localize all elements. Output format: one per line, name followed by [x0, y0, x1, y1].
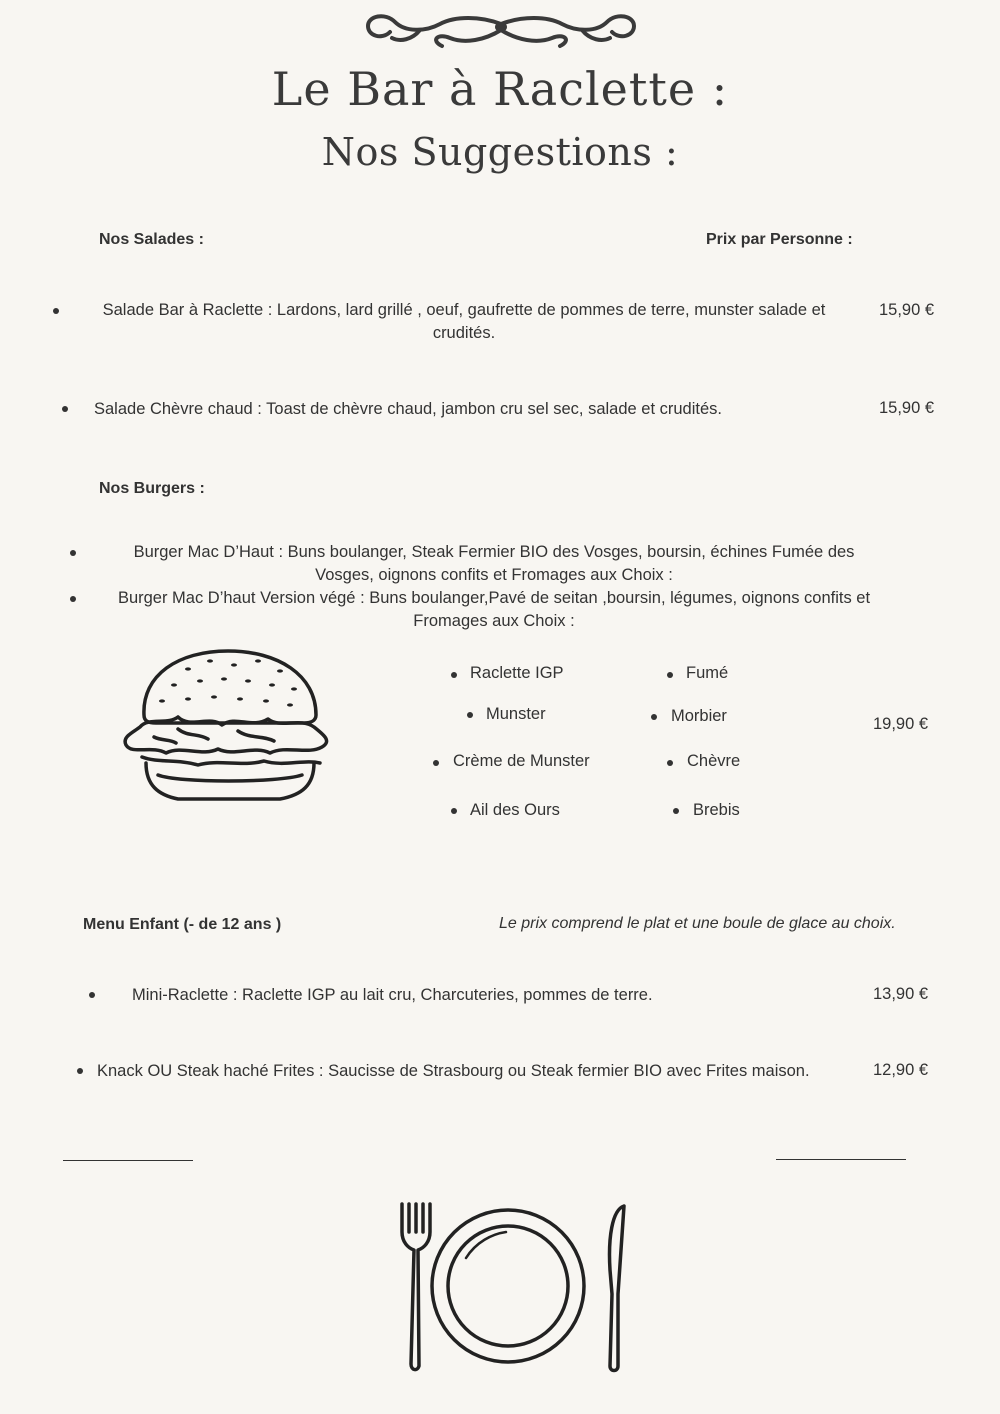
bullet	[651, 714, 657, 720]
kids-heading: Menu Enfant (- de 12 ans )	[83, 916, 282, 933]
cheese-option: Crème de Munster	[453, 752, 590, 770]
item-text: Burger Mac D’haut Version végé : Buns boulanger,Pavé de seitan ,boursin, légumes, oignons confits et	[117, 589, 871, 607]
cheese-option: Ail des Ours	[470, 801, 560, 819]
item-text: Salade Bar à Raclette : Lardons, lard grillé , oeuf, gaufrette de pommes de terre, munster salade et	[102, 301, 826, 319]
page-title: Le Bar à Raclette :	[271, 62, 729, 116]
cheese-option: Munster	[486, 705, 546, 723]
cheese-option: Morbier	[671, 707, 727, 725]
bullet	[433, 760, 439, 766]
kids-note: Le prix comprend le plat et une boule de glace au choix.	[499, 915, 896, 932]
bullet	[53, 308, 59, 314]
bullet	[89, 992, 95, 998]
page-subtitle: Nos Suggestions :	[321, 130, 679, 174]
bullet	[62, 406, 68, 412]
item-price: 15,90 €	[879, 301, 935, 319]
list-item	[88, 587, 900, 633]
bullet	[451, 808, 457, 814]
divider-right	[776, 1159, 906, 1160]
bullet	[667, 760, 673, 766]
cheese-option: Raclette IGP	[470, 664, 564, 682]
price-heading: Prix par Personne :	[706, 231, 853, 248]
list-item	[60, 299, 868, 345]
bullet	[70, 550, 76, 556]
item-text: Vosges, oignons confits et Fromages aux Choix :	[315, 566, 673, 584]
salads-heading: Nos Salades :	[99, 231, 204, 248]
item-price: 15,90 €	[879, 399, 935, 417]
item-text: Fromages aux Choix :	[413, 612, 575, 630]
bullet	[667, 672, 673, 678]
item-price: 13,90 €	[873, 985, 929, 1003]
bullet	[451, 672, 457, 678]
plate-and-cutlery-icon	[396, 1198, 632, 1378]
divider-left	[63, 1160, 193, 1161]
cheese-option: Chèvre	[687, 752, 741, 770]
item-text: Mini-Raclette : Raclette IGP au lait cru, Charcuteries, pommes de terre.	[132, 986, 653, 1004]
bullet	[673, 808, 679, 814]
item-text: Knack OU Steak haché Frites : Saucisse de Strasbourg ou Steak fermier BIO avec Frites maison.	[97, 1062, 810, 1080]
cheese-option: Brebis	[693, 801, 740, 819]
item-text: crudités.	[432, 324, 496, 342]
burger-icon	[118, 645, 340, 805]
bullet	[70, 596, 76, 602]
ornament-flourish-icon	[360, 10, 642, 50]
item-text: Salade Chèvre chaud : Toast de chèvre chaud, jambon cru sel sec, salade et crudités.	[94, 400, 722, 418]
bullet	[77, 1068, 83, 1074]
cheese-option: Fumé	[686, 664, 729, 682]
item-price: 12,90 €	[873, 1061, 929, 1079]
item-price: 19,90 €	[873, 715, 929, 733]
list-item	[88, 541, 900, 587]
item-text: Burger Mac D’Haut : Buns boulanger, Steak Fermier BIO des Vosges, boursin, échines Fumée des	[133, 543, 855, 561]
bullet	[467, 712, 473, 718]
burgers-heading: Nos Burgers :	[99, 480, 205, 497]
